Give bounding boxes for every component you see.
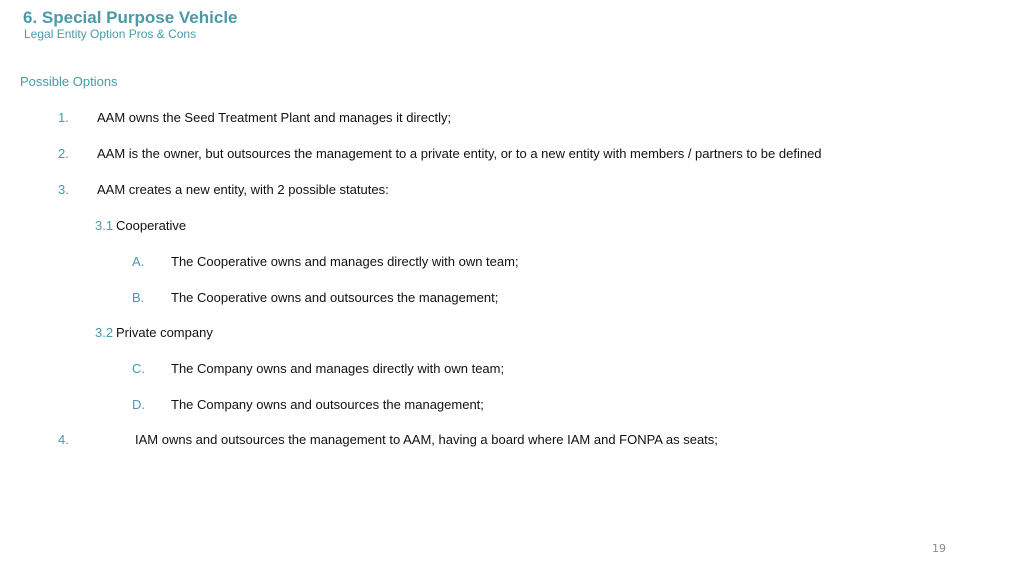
list-marker: 2. (58, 146, 69, 161)
list-item-text: AAM owns the Seed Treatment Plant and manages it directly; (97, 110, 452, 125)
list-item-text: The Company owns and manages directly with own team; (171, 361, 505, 376)
list-item-text: AAM is the owner, but outsources the management to a private entity, or to a new entity with members / partners to be defined (97, 146, 822, 161)
slide-title: 6. Special Purpose Vehicle (23, 8, 238, 27)
list-item-text: Cooperative (116, 218, 187, 233)
list-item-text: The Company owns and outsources the management; (171, 397, 484, 412)
list-marker: 3.1 (95, 218, 114, 233)
page-number: 19 (932, 542, 946, 555)
slide-subtitle: Legal Entity Option Pros & Cons (24, 27, 197, 41)
list-item-text: The Cooperative owns and manages directly with own team; (171, 254, 519, 269)
list-marker: 3.2 (95, 325, 114, 340)
list-marker: 3. (58, 182, 69, 197)
section-heading: Possible Options (20, 74, 118, 89)
list-item-text: The Cooperative owns and outsources the management; (171, 290, 499, 305)
list-marker: A. (132, 254, 145, 269)
list-marker: 1. (58, 110, 69, 125)
list-marker: D. (132, 397, 145, 412)
list-marker: B. (132, 290, 145, 305)
list-item-text: AAM creates a new entity, with 2 possible statutes: (97, 182, 389, 197)
list-marker: C. (132, 361, 145, 376)
list-item-text: IAM owns and outsources the management to AAM, having a board where IAM and FONPA as seats; (135, 432, 718, 447)
list-marker: 4. (58, 432, 69, 447)
list-item-text: Private company (116, 325, 213, 340)
